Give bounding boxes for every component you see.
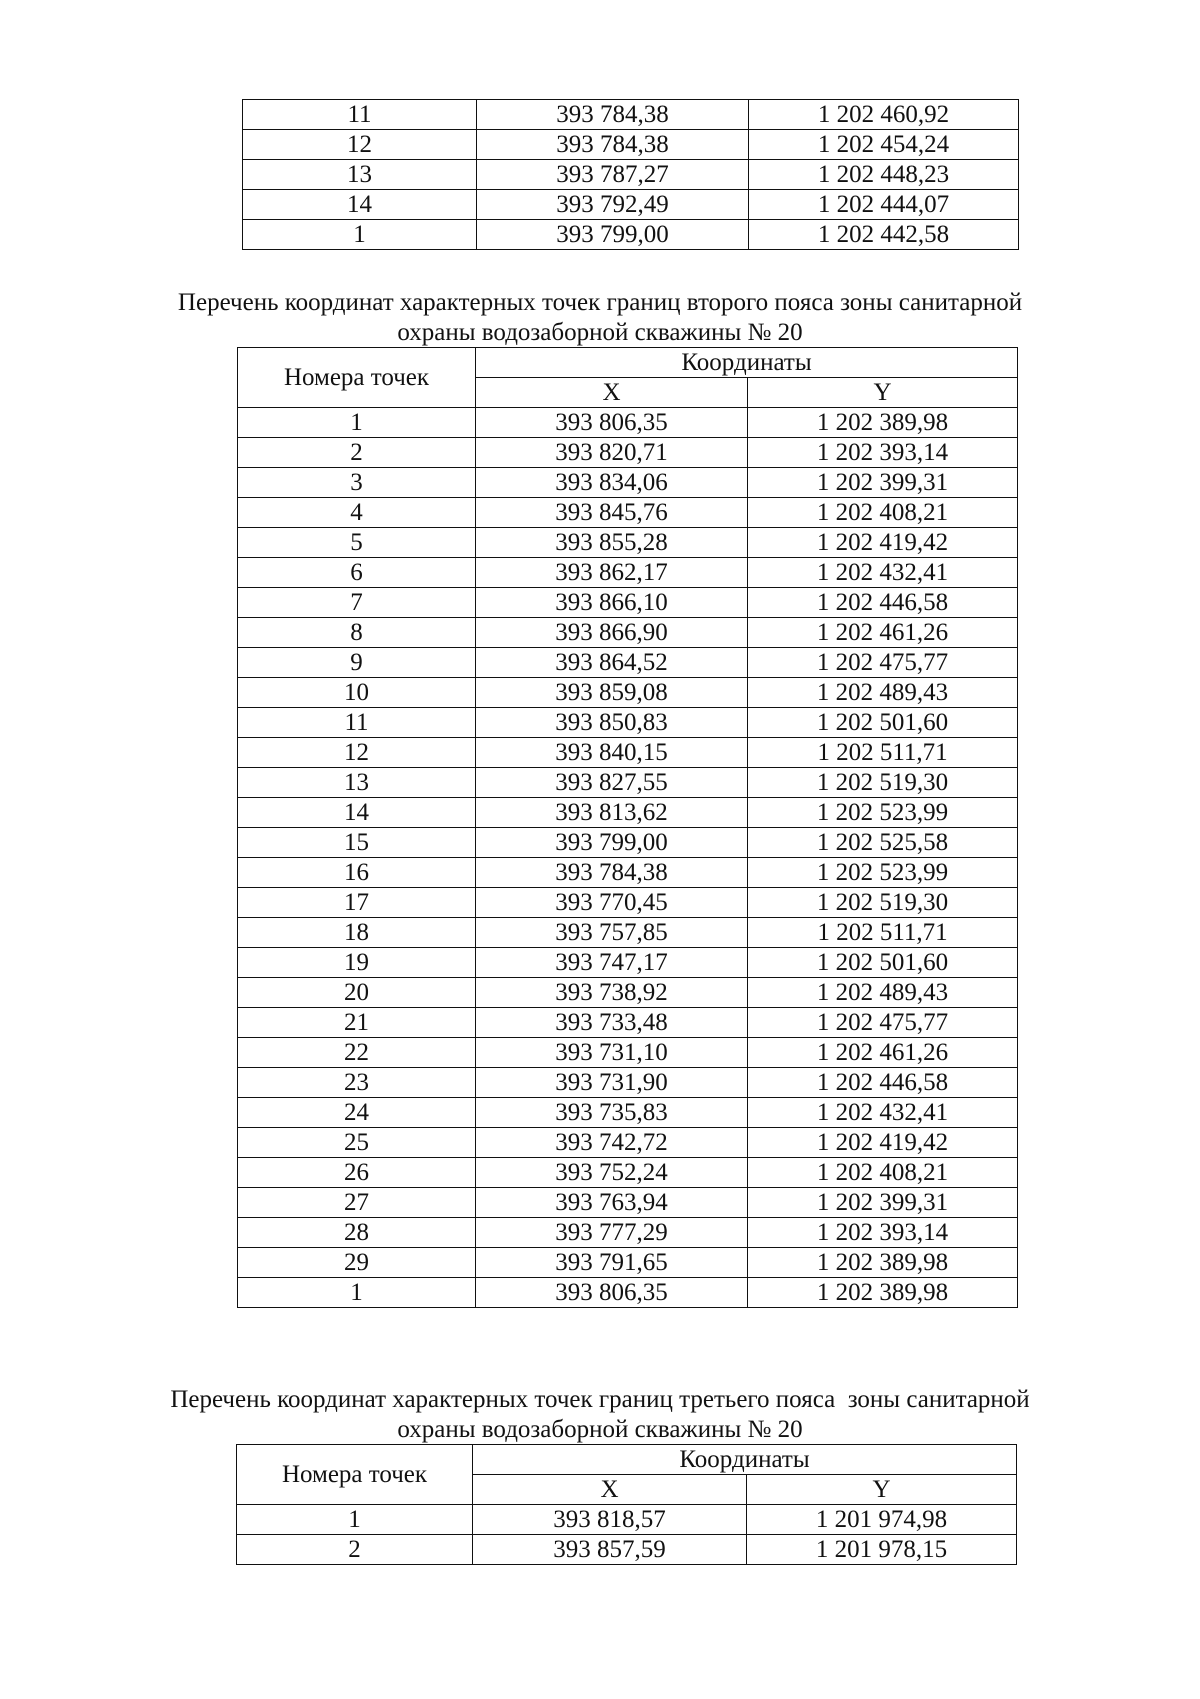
- y-coordinate-cell: 1 202 475,77: [748, 1008, 1018, 1038]
- x-coordinate-cell: 393 784,38: [477, 130, 749, 160]
- table-row: [238, 888, 1018, 918]
- table-row: [238, 528, 1018, 558]
- table-row: [238, 768, 1018, 798]
- x-coordinate-cell: 393 799,00: [477, 220, 749, 250]
- section3-title-line1: Перечень координат характерных точек границ третьего пояса зоны санитарной: [170, 1386, 1030, 1413]
- x-coordinate-cell: 393 792,49: [477, 190, 749, 220]
- point-number-cell: 1: [238, 1278, 476, 1308]
- x-coordinate-cell: 393 731,90: [476, 1068, 748, 1098]
- y-coordinate-cell: 1 202 519,30: [748, 768, 1018, 798]
- table-row: [238, 978, 1018, 1008]
- y-coordinate-cell: 1 202 432,41: [748, 558, 1018, 588]
- x-coordinate-cell: 393 827,55: [476, 768, 748, 798]
- header-y: Y: [747, 1475, 1017, 1505]
- y-coordinate-cell: 1 202 489,43: [748, 678, 1018, 708]
- table-continuation: [242, 99, 1019, 250]
- x-coordinate-cell: 393 806,35: [476, 1278, 748, 1308]
- table-row: [238, 708, 1018, 738]
- table-row: [238, 1278, 1018, 1308]
- table-row: [238, 588, 1018, 618]
- table-row: [238, 738, 1018, 768]
- x-coordinate-cell: 393 791,65: [476, 1248, 748, 1278]
- point-number-cell: 14: [238, 798, 476, 828]
- section2-title-line1: Перечень координат характерных точек границ второго пояса зоны санитарной: [177, 289, 1023, 316]
- y-coordinate-cell: 1 202 523,99: [748, 858, 1018, 888]
- section3-title: [150, 1385, 1050, 1445]
- x-coordinate-cell: 393 866,10: [476, 588, 748, 618]
- section3-title-line2: охраны водозаборной скважины № 20: [397, 1416, 803, 1443]
- header-y: Y: [748, 378, 1018, 408]
- point-number-cell: 25: [238, 1128, 476, 1158]
- table-row: [238, 498, 1018, 528]
- x-coordinate-cell: 393 731,10: [476, 1038, 748, 1068]
- y-coordinate-cell: 1 202 393,14: [748, 1218, 1018, 1248]
- point-number-cell: 26: [238, 1158, 476, 1188]
- point-number-cell: 14: [243, 190, 477, 220]
- y-coordinate-cell: 1 202 408,21: [748, 1158, 1018, 1188]
- table-row: [238, 1248, 1018, 1278]
- point-number-cell: 2: [237, 1535, 473, 1565]
- x-coordinate-cell: 393 738,92: [476, 978, 748, 1008]
- table-row: [243, 160, 1019, 190]
- coords-table-continuation: [242, 99, 1019, 250]
- table-row: [238, 1068, 1018, 1098]
- header-points: Номера точек: [238, 348, 476, 408]
- table-row: [238, 618, 1018, 648]
- table-row: [238, 558, 1018, 588]
- table-row: [238, 798, 1018, 828]
- y-coordinate-cell: 1 202 525,58: [748, 828, 1018, 858]
- table-row: [238, 828, 1018, 858]
- coords-table-second-belt: [237, 347, 1018, 1308]
- point-number-cell: 13: [243, 160, 477, 190]
- table-row: [238, 1008, 1018, 1038]
- table2-body: [238, 408, 1018, 1308]
- x-coordinate-cell: 393 806,35: [476, 408, 748, 438]
- table-second-belt: [237, 347, 1018, 1308]
- y-coordinate-cell: 1 202 448,23: [749, 160, 1019, 190]
- x-coordinate-cell: 393 866,90: [476, 618, 748, 648]
- point-number-cell: 3: [238, 468, 476, 498]
- point-number-cell: 9: [238, 648, 476, 678]
- y-coordinate-cell: 1 202 501,60: [748, 708, 1018, 738]
- point-number-cell: 21: [238, 1008, 476, 1038]
- x-coordinate-cell: 393 855,28: [476, 528, 748, 558]
- section2-title: [150, 288, 1050, 348]
- y-coordinate-cell: 1 202 419,42: [748, 1128, 1018, 1158]
- y-coordinate-cell: 1 202 432,41: [748, 1098, 1018, 1128]
- table-row: [243, 100, 1019, 130]
- point-number-cell: 8: [238, 618, 476, 648]
- y-coordinate-cell: 1 202 419,42: [748, 528, 1018, 558]
- y-coordinate-cell: 1 202 511,71: [748, 738, 1018, 768]
- x-coordinate-cell: 393 850,83: [476, 708, 748, 738]
- table-row: [238, 408, 1018, 438]
- x-coordinate-cell: 393 818,57: [473, 1505, 747, 1535]
- y-coordinate-cell: 1 202 389,98: [748, 1278, 1018, 1308]
- x-coordinate-cell: 393 784,38: [477, 100, 749, 130]
- x-coordinate-cell: 393 757,85: [476, 918, 748, 948]
- y-coordinate-cell: 1 202 393,14: [748, 438, 1018, 468]
- point-number-cell: 23: [238, 1068, 476, 1098]
- point-number-cell: 2: [238, 438, 476, 468]
- point-number-cell: 5: [238, 528, 476, 558]
- header-points: Номера точек: [237, 1445, 473, 1505]
- x-coordinate-cell: 393 840,15: [476, 738, 748, 768]
- x-coordinate-cell: 393 859,08: [476, 678, 748, 708]
- y-coordinate-cell: 1 202 389,98: [748, 408, 1018, 438]
- x-coordinate-cell: 393 834,06: [476, 468, 748, 498]
- y-coordinate-cell: 1 202 399,31: [748, 1188, 1018, 1218]
- table-row: [243, 190, 1019, 220]
- header-coords: Координаты: [473, 1445, 1017, 1475]
- table3-body: [237, 1505, 1017, 1565]
- section2-title-line2: охраны водозаборной скважины № 20: [397, 319, 803, 346]
- point-number-cell: 18: [238, 918, 476, 948]
- table-row: [238, 1218, 1018, 1248]
- y-coordinate-cell: 1 202 475,77: [748, 648, 1018, 678]
- x-coordinate-cell: 393 787,27: [477, 160, 749, 190]
- table-third-belt: [236, 1444, 1017, 1565]
- y-coordinate-cell: 1 202 442,58: [749, 220, 1019, 250]
- point-number-cell: 17: [238, 888, 476, 918]
- point-number-cell: 29: [238, 1248, 476, 1278]
- x-coordinate-cell: 393 777,29: [476, 1218, 748, 1248]
- x-coordinate-cell: 393 770,45: [476, 888, 748, 918]
- table1-body: [243, 100, 1019, 250]
- y-coordinate-cell: 1 202 389,98: [748, 1248, 1018, 1278]
- y-coordinate-cell: 1 202 489,43: [748, 978, 1018, 1008]
- y-coordinate-cell: 1 202 511,71: [748, 918, 1018, 948]
- table-row: [238, 438, 1018, 468]
- table3-header-row1: [237, 1445, 1017, 1475]
- header-coords: Координаты: [476, 348, 1018, 378]
- table-row: [243, 130, 1019, 160]
- point-number-cell: 20: [238, 978, 476, 1008]
- point-number-cell: 7: [238, 588, 476, 618]
- table-row: [237, 1505, 1017, 1535]
- point-number-cell: 4: [238, 498, 476, 528]
- y-coordinate-cell: 1 202 446,58: [748, 588, 1018, 618]
- coords-table-third-belt: [236, 1444, 1017, 1565]
- x-coordinate-cell: 393 813,62: [476, 798, 748, 828]
- y-coordinate-cell: 1 202 461,26: [748, 1038, 1018, 1068]
- table2-header-row1: [238, 348, 1018, 378]
- point-number-cell: 19: [238, 948, 476, 978]
- point-number-cell: 12: [243, 130, 477, 160]
- y-coordinate-cell: 1 202 501,60: [748, 948, 1018, 978]
- x-coordinate-cell: 393 820,71: [476, 438, 748, 468]
- table-row: [238, 918, 1018, 948]
- x-coordinate-cell: 393 864,52: [476, 648, 748, 678]
- x-coordinate-cell: 393 862,17: [476, 558, 748, 588]
- y-coordinate-cell: 1 202 523,99: [748, 798, 1018, 828]
- x-coordinate-cell: 393 733,48: [476, 1008, 748, 1038]
- point-number-cell: 24: [238, 1098, 476, 1128]
- y-coordinate-cell: 1 202 460,92: [749, 100, 1019, 130]
- table-row: [238, 858, 1018, 888]
- y-coordinate-cell: 1 202 446,58: [748, 1068, 1018, 1098]
- x-coordinate-cell: 393 784,38: [476, 858, 748, 888]
- y-coordinate-cell: 1 202 399,31: [748, 468, 1018, 498]
- point-number-cell: 15: [238, 828, 476, 858]
- table-row: [238, 678, 1018, 708]
- table-row: [238, 1128, 1018, 1158]
- y-coordinate-cell: 1 202 454,24: [749, 130, 1019, 160]
- point-number-cell: 1: [238, 408, 476, 438]
- point-number-cell: 28: [238, 1218, 476, 1248]
- table-row: [243, 220, 1019, 250]
- table-row: [238, 648, 1018, 678]
- point-number-cell: 1: [243, 220, 477, 250]
- x-coordinate-cell: 393 752,24: [476, 1158, 748, 1188]
- point-number-cell: 11: [238, 708, 476, 738]
- x-coordinate-cell: 393 845,76: [476, 498, 748, 528]
- x-coordinate-cell: 393 763,94: [476, 1188, 748, 1218]
- x-coordinate-cell: 393 857,59: [473, 1535, 747, 1565]
- point-number-cell: 6: [238, 558, 476, 588]
- x-coordinate-cell: 393 799,00: [476, 828, 748, 858]
- y-coordinate-cell: 1 202 519,30: [748, 888, 1018, 918]
- point-number-cell: 12: [238, 738, 476, 768]
- point-number-cell: 13: [238, 768, 476, 798]
- table-row: [238, 948, 1018, 978]
- x-coordinate-cell: 393 742,72: [476, 1128, 748, 1158]
- point-number-cell: 27: [238, 1188, 476, 1218]
- point-number-cell: 22: [238, 1038, 476, 1068]
- table-row: [238, 1038, 1018, 1068]
- y-coordinate-cell: 1 201 974,98: [747, 1505, 1017, 1535]
- x-coordinate-cell: 393 735,83: [476, 1098, 748, 1128]
- point-number-cell: 16: [238, 858, 476, 888]
- y-coordinate-cell: 1 202 408,21: [748, 498, 1018, 528]
- y-coordinate-cell: 1 202 444,07: [749, 190, 1019, 220]
- table-row: [238, 1158, 1018, 1188]
- header-x: X: [476, 378, 748, 408]
- y-coordinate-cell: 1 202 461,26: [748, 618, 1018, 648]
- table-row: [238, 468, 1018, 498]
- table-row: [238, 1098, 1018, 1128]
- y-coordinate-cell: 1 201 978,15: [747, 1535, 1017, 1565]
- point-number-cell: 10: [238, 678, 476, 708]
- point-number-cell: 1: [237, 1505, 473, 1535]
- table-row: [237, 1535, 1017, 1565]
- table-row: [238, 1188, 1018, 1218]
- x-coordinate-cell: 393 747,17: [476, 948, 748, 978]
- point-number-cell: 11: [243, 100, 477, 130]
- header-x: X: [473, 1475, 747, 1505]
